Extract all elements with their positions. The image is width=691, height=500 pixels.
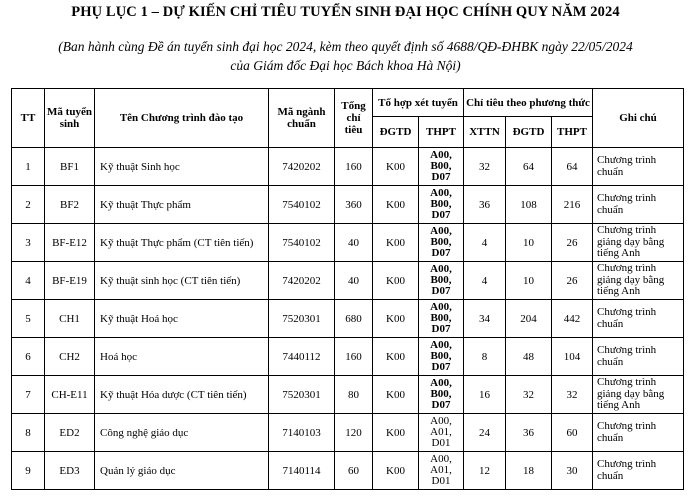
cell-ten-chuong-trinh: Kỹ thuật sinh học (CT tiên tiến) (95, 262, 269, 300)
cell-ma-tuyen-sinh: CH1 (45, 300, 95, 338)
cell-ma-tuyen-sinh: BF-E19 (45, 262, 95, 300)
cell-tt: 1 (12, 148, 45, 186)
note-line: chuẩn (597, 203, 624, 216)
note-line: chuẩn (597, 469, 624, 482)
header-pt-thpt: THPT (552, 117, 593, 148)
page-subtitle (20, 37, 671, 75)
cell-to-hop-dgtd: K00 (373, 376, 419, 414)
thpt-combo: D01 (431, 475, 451, 487)
table-row (12, 338, 684, 376)
cell-to-hop-dgtd: K00 (373, 148, 419, 186)
note-line: Chương trình (597, 224, 657, 237)
cell-tt: 2 (12, 186, 45, 224)
cell-chi-tieu-dgtd: 48 (506, 338, 552, 376)
cell-ghi-chu (593, 452, 684, 490)
cell-to-hop-dgtd: K00 (373, 300, 419, 338)
note-line: chuẩn (597, 317, 624, 330)
cell-ghi-chu (593, 414, 684, 452)
cell-to-hop-dgtd: K00 (373, 186, 419, 224)
thpt-combo: A00, (430, 377, 452, 389)
cell-ma-nganh: 7140114 (269, 452, 335, 490)
cell-ten-chuong-trinh: Quản lý giáo dục (95, 452, 269, 490)
cell-chi-tieu-thpt: 26 (552, 262, 593, 300)
note-line: Chương trình (597, 420, 657, 432)
thpt-combo: D07 (431, 323, 451, 335)
cell-ghi-chu (593, 262, 684, 300)
note-line: Chương trình (597, 458, 657, 470)
cell-tt: 4 (12, 262, 45, 300)
thpt-combo: A00, (430, 225, 452, 237)
header-to-hop-thpt: THPT (419, 117, 464, 148)
note-line: Chương trình (597, 344, 657, 356)
thpt-combo: B00, (430, 236, 452, 248)
admission-quota-table (11, 88, 684, 490)
cell-to-hop-dgtd: K00 (373, 262, 419, 300)
cell-tt: 8 (12, 414, 45, 452)
cell-ghi-chu (593, 300, 684, 338)
cell-tong-chi-tieu: 40 (335, 262, 373, 300)
cell-ma-tuyen-sinh: BF2 (45, 186, 95, 224)
subtitle-line-2: của Giám đốc Đại học Bách khoa Hà Nội) (230, 58, 461, 73)
cell-ma-tuyen-sinh: CH-E11 (45, 376, 95, 414)
cell-ghi-chu (593, 224, 684, 262)
note-line: giảng dạy bằng (597, 235, 665, 248)
cell-chi-tieu-thpt: 104 (552, 338, 593, 376)
thpt-combo: D07 (431, 209, 451, 221)
thpt-combo: D07 (431, 247, 451, 259)
cell-tong-chi-tieu: 160 (335, 338, 373, 376)
cell-tong-chi-tieu: 40 (335, 224, 373, 262)
cell-ma-nganh: 7140103 (269, 414, 335, 452)
cell-chi-tieu-dgtd: 32 (506, 376, 552, 414)
note-line: Chương trình (597, 306, 657, 318)
cell-ten-chuong-trinh: Kỹ thuật Thực phẩm (CT tiên tiến) (95, 224, 269, 262)
cell-to-hop-thpt (419, 414, 464, 452)
cell-tong-chi-tieu: 360 (335, 186, 373, 224)
cell-chi-tieu-dgtd: 18 (506, 452, 552, 490)
cell-ghi-chu (593, 186, 684, 224)
cell-ma-nganh: 7520301 (269, 300, 335, 338)
cell-ma-nganh: 7420202 (269, 262, 335, 300)
cell-xttn: 24 (464, 414, 506, 452)
cell-ma-tuyen-sinh: CH2 (45, 338, 95, 376)
header-ma-nganh-chuan: Mã ngành chuẩn (269, 89, 335, 148)
thpt-combo: A00, (430, 453, 452, 465)
cell-ma-tuyen-sinh: BF-E12 (45, 224, 95, 262)
cell-ma-tuyen-sinh: ED2 (45, 414, 95, 452)
cell-ma-tuyen-sinh: BF1 (45, 148, 95, 186)
cell-xttn: 8 (464, 338, 506, 376)
cell-chi-tieu-dgtd: 108 (506, 186, 552, 224)
cell-to-hop-thpt (419, 262, 464, 300)
thpt-combo: D01 (431, 437, 451, 449)
note-line: giảng dạy bằng (597, 387, 665, 400)
cell-ten-chuong-trinh: Công nghệ giáo dục (95, 414, 269, 452)
cell-chi-tieu-thpt: 216 (552, 186, 593, 224)
cell-to-hop-dgtd: K00 (373, 452, 419, 490)
cell-tt: 3 (12, 224, 45, 262)
thpt-combo: B00, (430, 312, 452, 324)
table-body (12, 148, 684, 490)
cell-chi-tieu-thpt: 442 (552, 300, 593, 338)
cell-chi-tieu-thpt: 30 (552, 452, 593, 490)
table-row (12, 376, 684, 414)
thpt-combo: A00, (430, 263, 452, 275)
header-tt: TT (12, 89, 45, 148)
cell-ghi-chu (593, 376, 684, 414)
header-to-hop: Tổ hợp xét tuyển (373, 89, 464, 117)
header-pt-xttn: XTTN (464, 117, 506, 148)
cell-chi-tieu-dgtd: 204 (506, 300, 552, 338)
header-chi-tieu-pt: Chỉ tiêu theo phương thức (464, 89, 593, 117)
cell-to-hop-dgtd: K00 (373, 338, 419, 376)
cell-ma-nganh: 7540102 (269, 186, 335, 224)
subtitle-line-1: (Ban hành cùng Đề án tuyển sinh đại học 2024, kèm theo quyết định số 4688/QĐ-ĐHBK ngày 22/05/2024 (58, 39, 633, 54)
cell-ma-nganh: 7520301 (269, 376, 335, 414)
cell-to-hop-thpt (419, 148, 464, 186)
note-line: giảng dạy bằng (597, 273, 665, 286)
thpt-combo: B00, (430, 388, 452, 400)
note-line: chuẩn (597, 165, 624, 178)
cell-ma-tuyen-sinh: ED3 (45, 452, 95, 490)
cell-chi-tieu-thpt: 26 (552, 224, 593, 262)
thpt-combo: A00, (430, 415, 452, 427)
header-row-1 (12, 89, 684, 117)
cell-to-hop-dgtd: K00 (373, 224, 419, 262)
table-row (12, 148, 684, 186)
thpt-combo: D07 (431, 399, 451, 411)
cell-to-hop-thpt (419, 224, 464, 262)
cell-ma-nganh: 7420202 (269, 148, 335, 186)
cell-ten-chuong-trinh: Kỹ thuật Hóa dược (CT tiên tiến) (95, 376, 269, 414)
thpt-combo: B00, (430, 160, 452, 172)
cell-ma-nganh: 7440112 (269, 338, 335, 376)
cell-tong-chi-tieu: 160 (335, 148, 373, 186)
cell-xttn: 4 (464, 224, 506, 262)
note-line: chuẩn (597, 355, 624, 368)
cell-chi-tieu-thpt: 64 (552, 148, 593, 186)
cell-ten-chuong-trinh: Kỹ thuật Sinh học (95, 148, 269, 186)
cell-ma-nganh: 7540102 (269, 224, 335, 262)
cell-tong-chi-tieu: 120 (335, 414, 373, 452)
cell-xttn: 16 (464, 376, 506, 414)
cell-chi-tieu-dgtd: 64 (506, 148, 552, 186)
header-ghi-chu: Ghi chú (593, 89, 684, 148)
thpt-combo: A01, (430, 426, 452, 438)
cell-tong-chi-tieu: 60 (335, 452, 373, 490)
cell-tong-chi-tieu: 680 (335, 300, 373, 338)
cell-ten-chuong-trinh: Kỹ thuật Hoá học (95, 300, 269, 338)
thpt-combo: B00, (430, 198, 452, 210)
note-line: Chương trình (597, 262, 657, 275)
thpt-combo: D07 (431, 361, 451, 373)
thpt-combo: A00, (430, 301, 452, 313)
cell-to-hop-thpt (419, 186, 464, 224)
table-row (12, 452, 684, 490)
note-line: tiếng Anh (597, 399, 641, 412)
cell-tt: 9 (12, 452, 45, 490)
thpt-combo: A00, (430, 187, 452, 199)
note-line: Chương trình (597, 376, 657, 389)
table-row (12, 262, 684, 300)
cell-chi-tieu-thpt: 32 (552, 376, 593, 414)
cell-to-hop-thpt (419, 338, 464, 376)
thpt-combo: A01, (430, 464, 452, 476)
thpt-combo: B00, (430, 350, 452, 362)
thpt-combo: A00, (430, 149, 452, 161)
cell-chi-tieu-dgtd: 36 (506, 414, 552, 452)
thpt-combo: D07 (431, 171, 451, 183)
note-line: tiếng Anh (597, 285, 641, 298)
thpt-combo: A00, (430, 339, 452, 351)
header-pt-dgtd: ĐGTD (506, 117, 552, 148)
cell-tt: 7 (12, 376, 45, 414)
cell-tong-chi-tieu: 80 (335, 376, 373, 414)
cell-chi-tieu-thpt: 60 (552, 414, 593, 452)
cell-ghi-chu (593, 338, 684, 376)
header-ma-tuyen-sinh: Mã tuyển sinh (45, 89, 95, 148)
note-line: chuẩn (597, 431, 624, 444)
cell-to-hop-thpt (419, 452, 464, 490)
cell-to-hop-thpt (419, 300, 464, 338)
note-line: tiếng Anh (597, 247, 641, 260)
thpt-combo: B00, (430, 274, 452, 286)
cell-to-hop-thpt (419, 376, 464, 414)
header-tong-chi-tieu: Tổng chỉ tiêu (335, 89, 373, 148)
cell-chi-tieu-dgtd: 10 (506, 224, 552, 262)
cell-xttn: 34 (464, 300, 506, 338)
cell-to-hop-dgtd: K00 (373, 414, 419, 452)
note-line: Chương trình (597, 154, 657, 166)
cell-ghi-chu (593, 148, 684, 186)
cell-ten-chuong-trinh: Kỹ thuật Thực phẩm (95, 186, 269, 224)
table-row (12, 186, 684, 224)
header-ten-chuong-trinh: Tên Chương trình đào tạo (95, 89, 269, 148)
cell-xttn: 4 (464, 262, 506, 300)
table-row (12, 224, 684, 262)
cell-chi-tieu-dgtd: 10 (506, 262, 552, 300)
table-row (12, 300, 684, 338)
header-to-hop-dgtd: ĐGTD (373, 117, 419, 148)
cell-xttn: 36 (464, 186, 506, 224)
thpt-combo: D07 (431, 285, 451, 297)
table-row (12, 414, 684, 452)
cell-ten-chuong-trinh: Hoá học (95, 338, 269, 376)
cell-tt: 6 (12, 338, 45, 376)
page-title: PHỤ LỤC 1 – DỰ KIẾN CHỈ TIÊU TUYỂN SINH ĐẠI HỌC CHÍNH QUY NĂM 2024 (71, 4, 620, 20)
cell-tt: 5 (12, 300, 45, 338)
cell-xttn: 12 (464, 452, 506, 490)
cell-xttn: 32 (464, 148, 506, 186)
note-line: Chương trình (597, 192, 657, 204)
